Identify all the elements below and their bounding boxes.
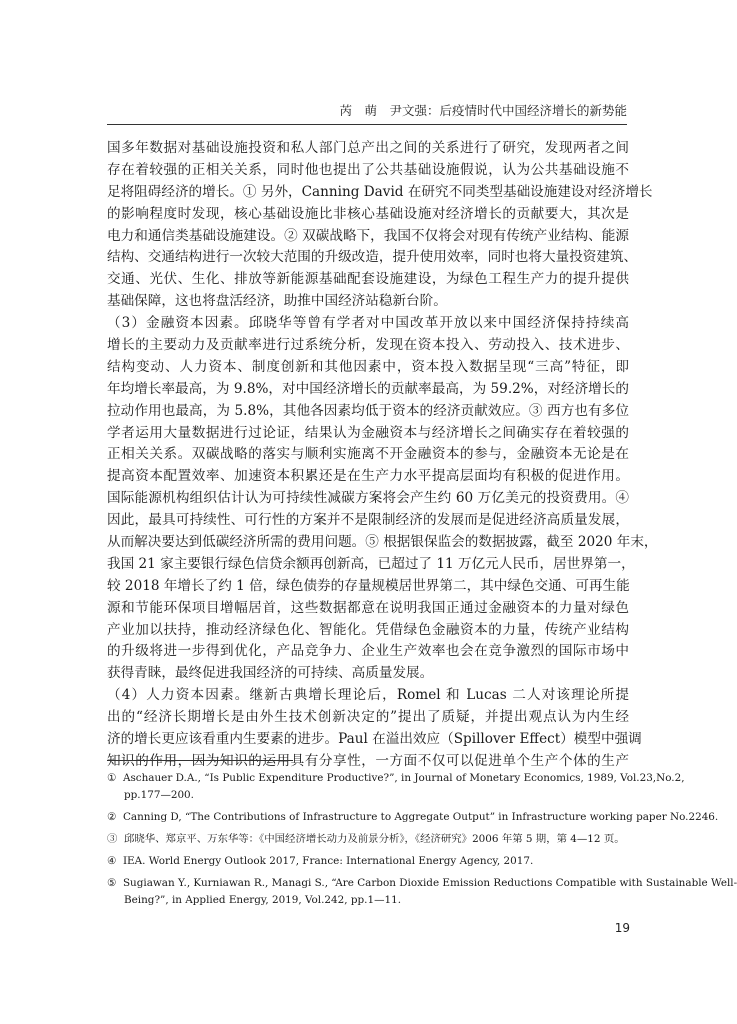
footnote-text: Being?”, in Applied Energy, 2019, Vol.242, pp.1—11. xyxy=(124,894,402,906)
body-line: 因此，最具可持续性、可行性的方案并不是限制经济的发展而是促进经济高质量发展， xyxy=(107,512,629,529)
footnote-text: Sugiawan Y., Kurniawan R., Managi S., “Are Carbon Dioxide Emission Reductions Compatible with Sustainable Well- xyxy=(122,877,737,889)
body-line: 济的增长更应该看重内生要素的进步。Paul 在溢出效应（Spillover Effect）模型中强调 xyxy=(107,731,642,748)
footnote-marker: ⑤ xyxy=(107,877,117,889)
running-header: 芮 萌 尹文强：后疫情时代中国经济增长的新势能 xyxy=(339,103,627,118)
footnote-marker: ② xyxy=(107,811,117,823)
body-line: （4）人力资本因素。继新古典增长理论后，Romel 和 Lucas 二人对该理论所提 xyxy=(107,687,629,704)
body-line: 交通、光伏、生化、排放等新能源基础配套设施建设，为绿色工程生产力的提升提供 xyxy=(107,271,629,288)
body-line: 提高资本配置效率、加速资本积累还是在生产力水平提高层面均有积极的促进作用。 xyxy=(107,468,629,485)
body-text xyxy=(107,138,658,773)
body-line: 的升级将进一步得到优化，产品竞争力、企业生产效率也会在竞争激烈的国际市场中 xyxy=(107,643,629,660)
footnote-text: IEA. World Energy Outlook 2017, France: International Energy Agency, 2017. xyxy=(122,855,534,867)
footnote-text: 邱晓华、郑京平、万东华等：《中国经济增长动力及前景分析》，《经济研究》2006 年第 5 期，第 4—12 页。 xyxy=(124,833,625,845)
body-line: 从而解决要达到低碳经济所需的费用问题。⑤ 根据银保监会的数据披露，截至 2020 年末， xyxy=(107,534,658,551)
footnote-text: Canning D, “The Contributions of Infrastructure to Aggregate Output” in Infrastructure working paper No.2246. xyxy=(122,811,719,823)
body-line: （3）金融资本因素。邱晓华等曾有学者对中国改革开放以来中国经济保持持续高 xyxy=(107,315,629,332)
footnote-item xyxy=(107,809,719,826)
page-number: 19 xyxy=(614,921,630,935)
body-line: 拉动作用也最高，为 5.8%，其他各因素均低于资本的经济贡献效应。③ 西方也有多位 xyxy=(107,402,629,419)
body-line: 学者运用大量数据进行过论证，结果认为金融资本与经济增长之间确实存在着较强的 xyxy=(107,424,629,441)
footnotes xyxy=(107,770,737,914)
footnote-divider xyxy=(107,760,293,761)
body-line: 增长的主要动力及贡献率进行过系统分析，发现在资本投入、劳动投入、技术进步、 xyxy=(107,337,629,354)
body-line: 知识的作用，因为知识的运用具有分享性，一方面不仅可以促进单个生产个体的生产 xyxy=(107,752,629,769)
footnote-item xyxy=(107,831,629,848)
body-line: 我国 21 家主要银行绿色信贷余额再创新高，已超过了 11 万亿元人民币，居世界第一， xyxy=(107,555,635,572)
footnote-text: pp.177—200. xyxy=(124,789,194,801)
body-line: 电力和通信类基础设施建设。② 双碳战略下，我国不仅将会对现有传统产业结构、能源 xyxy=(107,227,629,244)
body-line: 基础保障，这也将盘活经济，助推中国经济站稳新台阶。 xyxy=(107,293,447,310)
body-line: 国多年数据对基础设施投资和私人部门总产出之间的关系进行了研究，发现两者之间 xyxy=(107,140,629,156)
footnote-text: Aschauer D.A., “Is Public Expenditure Productive?”, in Journal of Monetary Economics, 1989, Vol.23,No.2, xyxy=(122,772,685,784)
footnote-marker: ③ xyxy=(107,833,118,845)
body-line: 存在着较强的正相关关系，同时他也提出了公共基础设施假说，认为公共基础设施不 xyxy=(107,161,629,178)
body-line: 结构、交通结构进行一次较大范围的升级改造，提升使用效率，同时也将大量投资建筑、 xyxy=(107,249,638,266)
body-line: 获得青睐，最终促进我国经济的可持续、高质量发展。 xyxy=(107,665,434,682)
footnote-item xyxy=(107,875,737,909)
body-line: 年均增长率最高，为 9.8%，对中国经济增长的贡献率最高，为 59.2%，对经济增长的 xyxy=(107,380,629,397)
body-line: 源和节能环保项目增幅居首，这些数据都意在说明我国正通过金融资本的力量对绿色 xyxy=(107,599,629,616)
footnote-marker: ① xyxy=(107,772,117,784)
body-line: 正相关关系。双碳战略的落实与顺利实施离不开金融资本的参与，金融资本无论是在 xyxy=(107,446,629,463)
body-line: 国际能源机构组织估计认为可持续性减碳方案将会产生约 60 万亿美元的投资费用。④ xyxy=(107,490,629,507)
body-line: 出的“经济长期增长是由外生技术创新决定的”提出了质疑，并提出观点认为内生经 xyxy=(107,709,629,726)
body-line: 产业加以扶持，推动经济绿色化、智能化。凭借绿色金融资本的力量，传统产业结构 xyxy=(107,621,629,638)
body-line: 较 2018 年增长了约 1 倍，绿色债券的存量规模居世界第二，其中绿色交通、可再生能 xyxy=(107,577,630,594)
body-line: 的影响程度时发现，核心基础设施比非核心基础设施对经济增长的贡献要大，其次是 xyxy=(107,205,629,222)
footnote-item xyxy=(107,853,629,870)
body-line: 结构变动、人力资本、制度创新和其他因素中，资本投入数据呈现“三高”特征，即 xyxy=(107,358,629,375)
body-line: 足将阻碍经济的增长。① 另外，Canning David 在研究不同类型基础设施建设对经济增长 xyxy=(107,183,653,200)
header-divider xyxy=(107,124,627,125)
footnote-item xyxy=(107,770,685,804)
footnote-marker: ④ xyxy=(107,855,117,867)
